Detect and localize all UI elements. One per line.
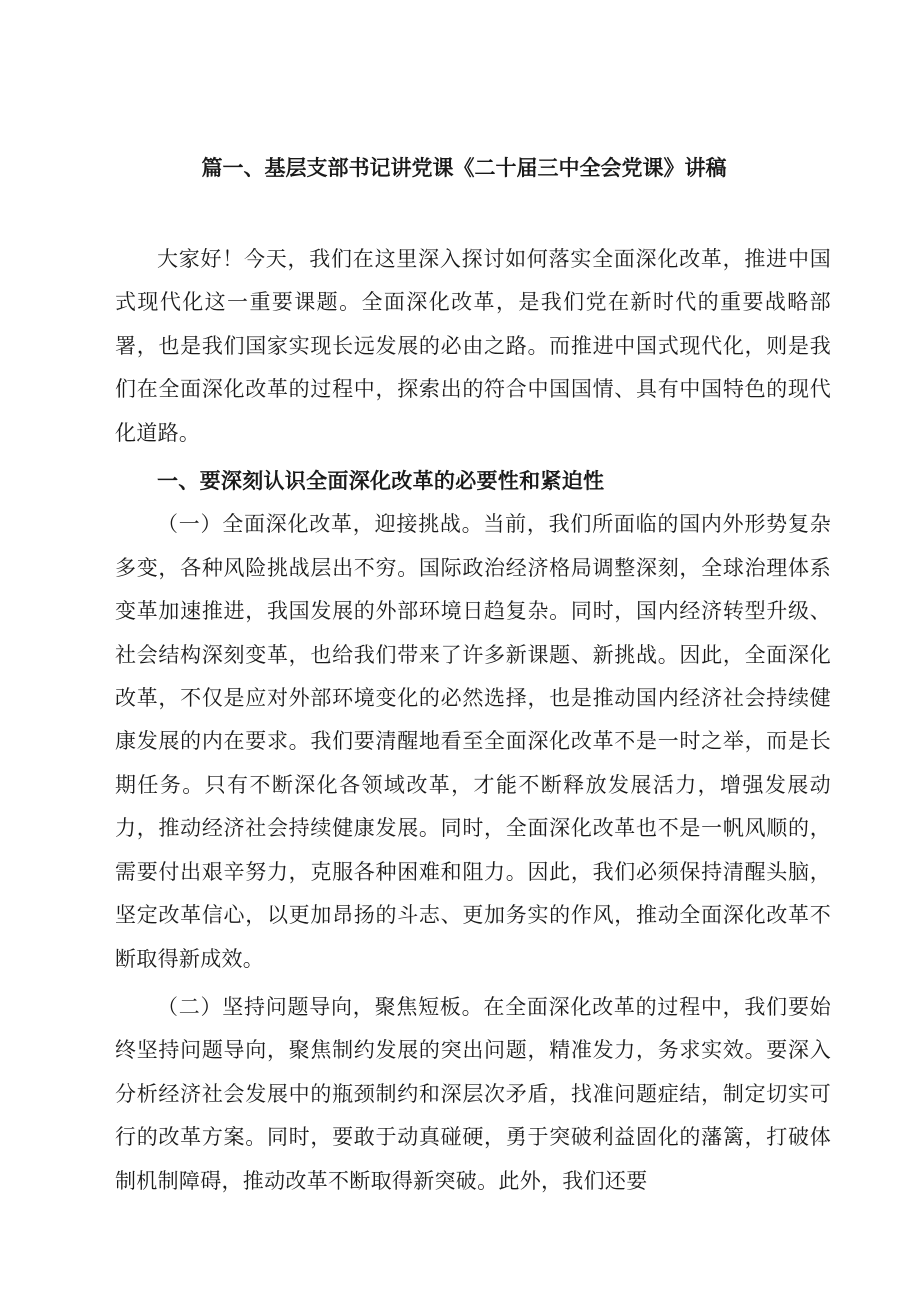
document-body xyxy=(115,238,831,1203)
document-title: 篇一、基层支部书记讲党课《二十届三中全会党课》讲稿 xyxy=(201,156,727,180)
intro-paragraph: 大家好！今天，我们在这里深入探讨如何落实全面深化改革，推进中国式现代化这一重要课题。全面深化改革，是我们党在新时代的重要战略部署，也是我们国家实现长远发展的必由之路。而推进中国式现代化，则是我们在全面深化改革的过程中，探索出的符合中国国情、具有中国特色的现代化道路。 xyxy=(115,247,831,445)
paragraph-1: （一）全面深化改革，迎接挑战。当前，我们所面临的国内外形势复杂多变，各种风险挑战层出不穷。国际政治经济格局调整深刻，全球治理体系变革加速推进，我国发展的外部环境日趋复杂。同时，国内经济转型升级、社会结构深刻变革，也给我们带来了许多新课题、新挑战。因此，全面深化改革，不仅是应对外部环境变化的必然选择，也是推动国内经济社会持续健康发展的内在要求。我们要清醒地看至全面深化改革不是一时之举，而是长期任务。只有不断深化各领域改革，才能不断释放发展活力，增强发展动力，推动经济社会持续健康发展。同时，全面深化改革也不是一帆风顺的，需要付出艰辛努力，克服各种困难和阻力。因此，我们必须保持清醒头脑，坚定改革信心，以更加昂扬的斗志、更加务实的作风，推动全面深化改革不断取得新成效。 xyxy=(115,512,831,971)
paragraph-2: （二）坚持问题导向，聚焦短板。在全面深化改革的过程中，我们要始终坚持问题导向，聚焦制约发展的突出问题，精准发力，务求实效。要深入分析经济社会发展中的瓶颈制约和深层次矛盾，找准问题症结，制定切实可行的改革方案。同时，要敢于动真碰硬，勇于突破利益固化的藩篱，打破体制机制障碍，推动改革不断取得新突破。此外，我们还要 xyxy=(115,994,831,1193)
section-heading: 一、要深刻认识全面深化改革的必要性和紧迫性 xyxy=(157,469,605,494)
